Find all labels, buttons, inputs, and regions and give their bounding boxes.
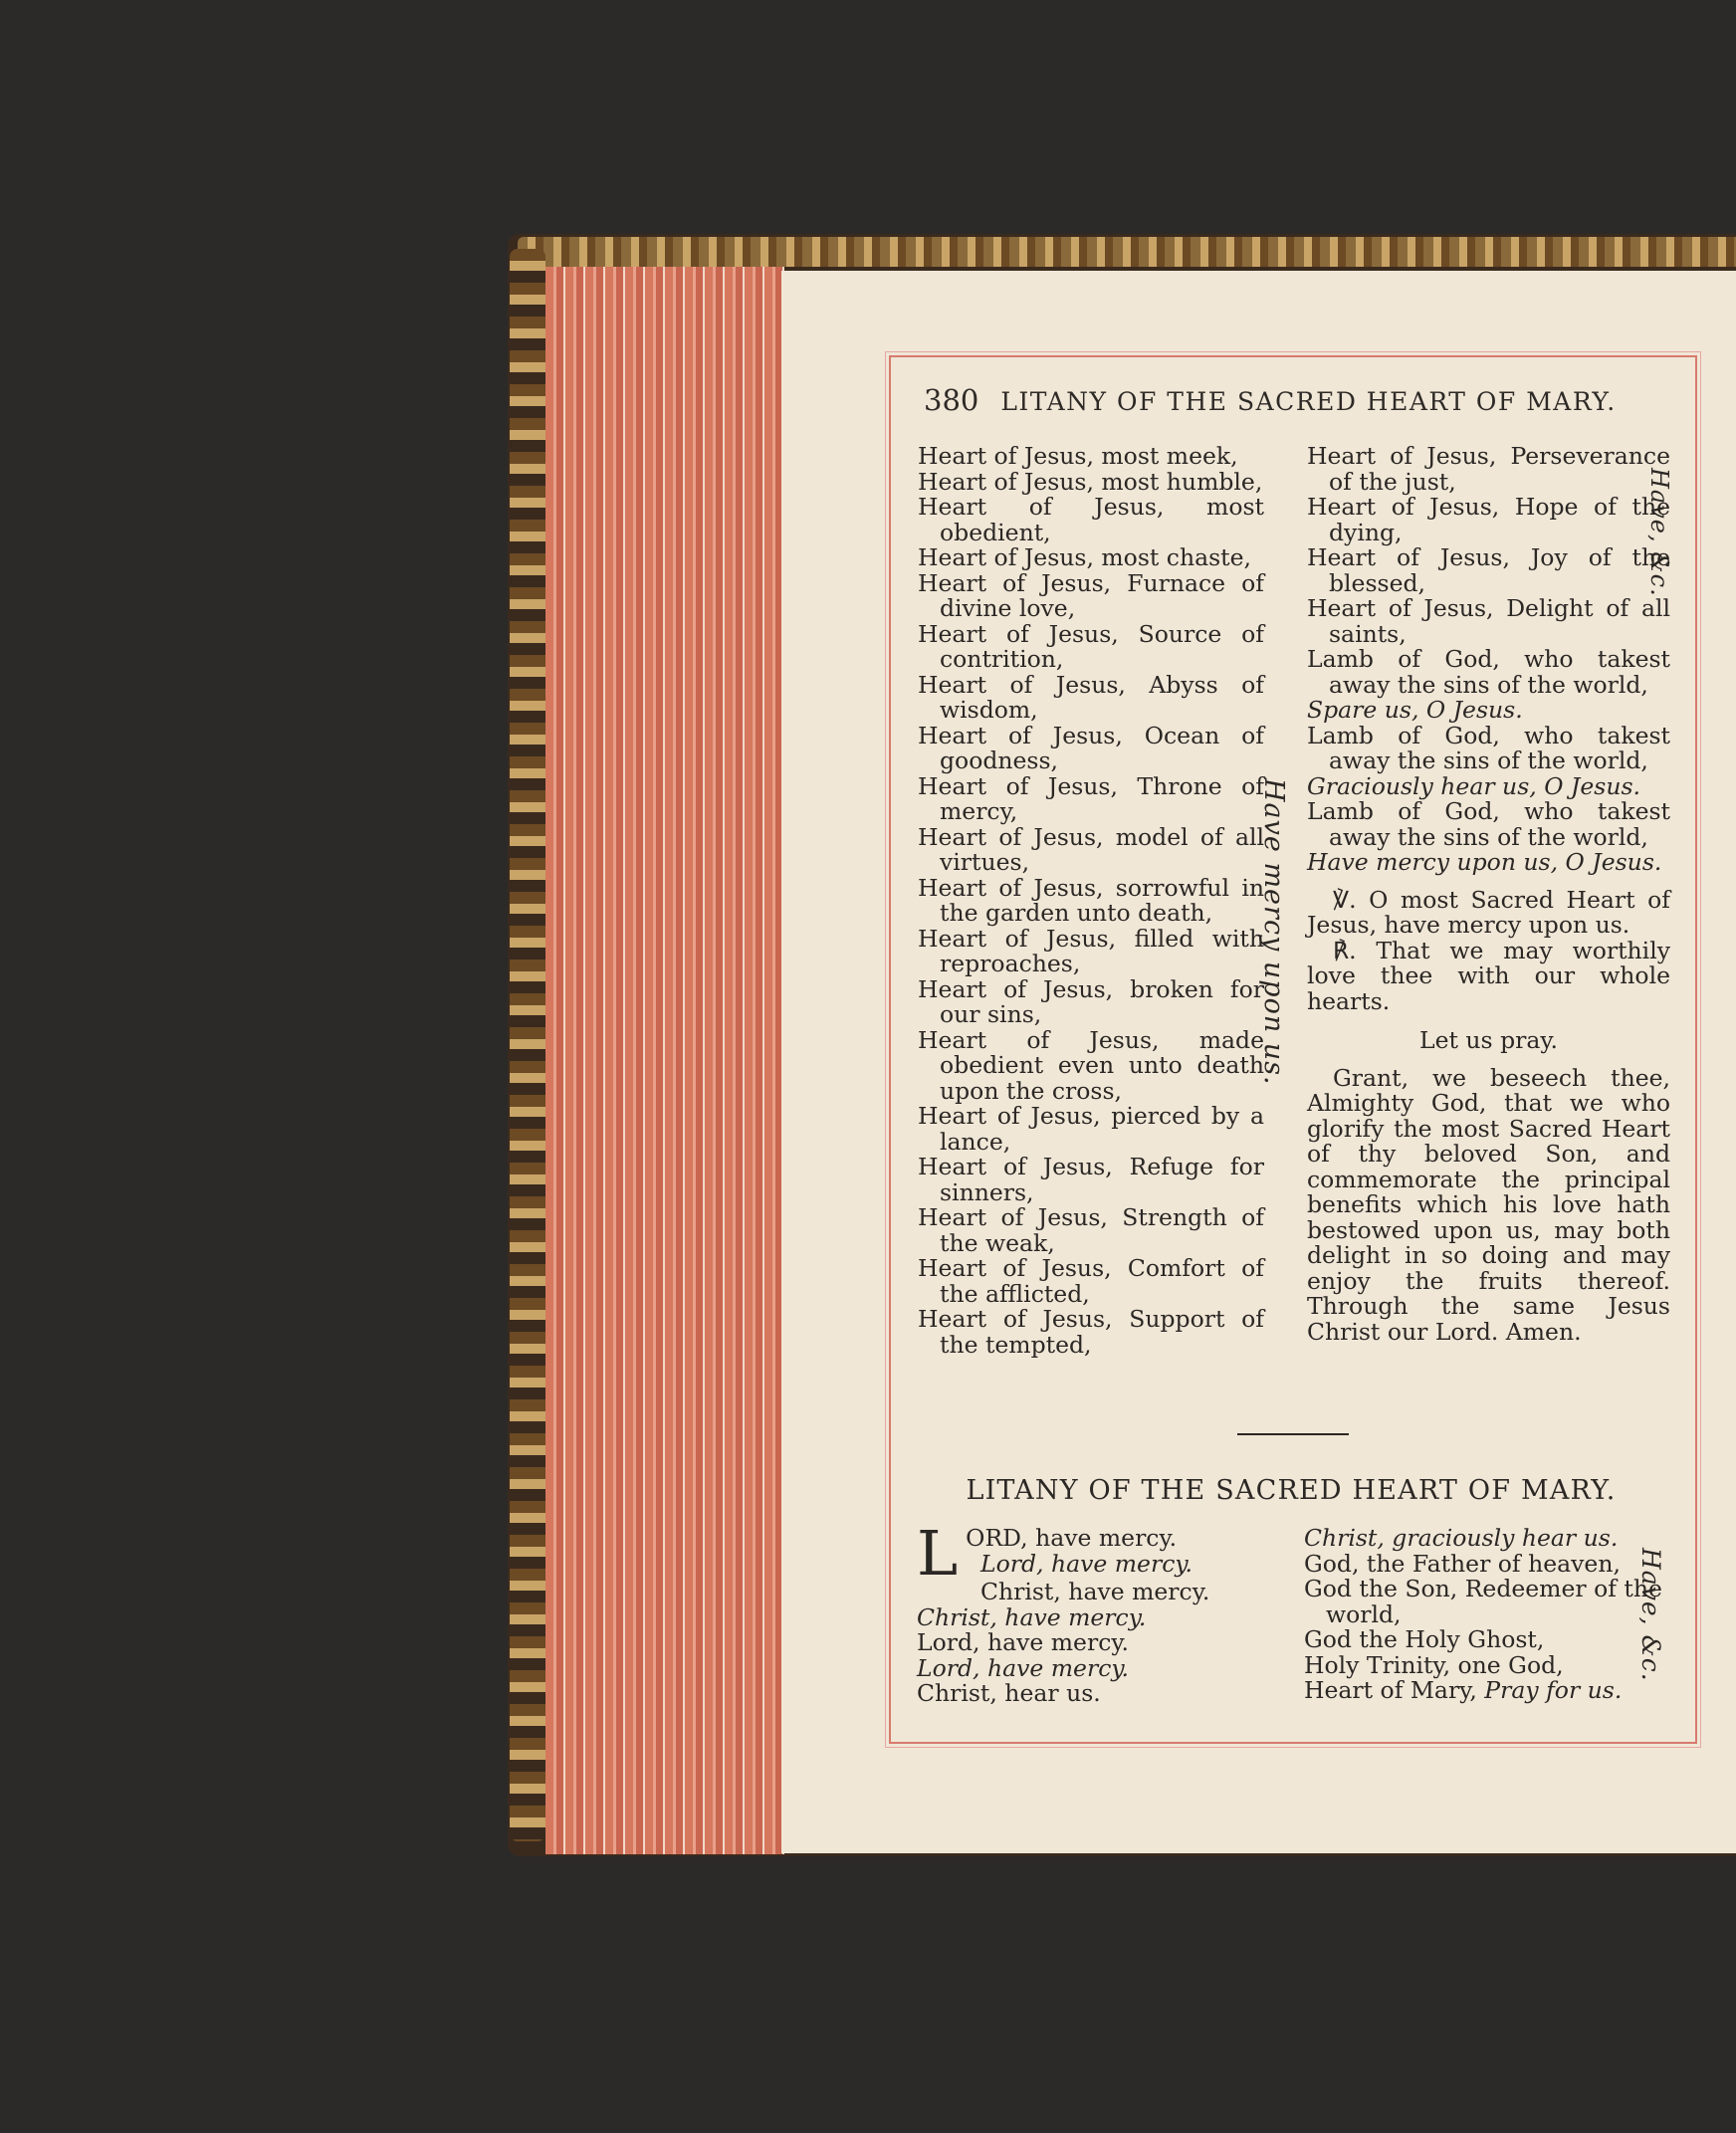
pray-for-us: Pray for us. xyxy=(1484,1676,1623,1704)
running-header xyxy=(924,383,1680,423)
invocation: Heart of Jesus, sorrowful in the garden unto death, xyxy=(918,873,1264,927)
left-margin-response: Have mercy upon us. xyxy=(1258,778,1289,1086)
kyrie-line: L ORD, have mercy. xyxy=(917,1517,1178,1590)
invocation: Holy Trinity, one God, xyxy=(1304,1650,1564,1679)
let-us-pray: Let us pray. xyxy=(1418,1026,1558,1054)
invocation: God the Holy Ghost, xyxy=(1304,1625,1545,1653)
invocation-heart-of-mary: Heart of Mary, Pray for us. xyxy=(1304,1676,1623,1704)
section-divider xyxy=(1237,1433,1349,1435)
lamb-of-god-2: Lamb of God, who takest away the sins of the world, xyxy=(1307,721,1670,774)
invocation: Heart of Jesus, Strength of the weak, xyxy=(918,1203,1264,1257)
invocation: Heart of Jesus, Abyss of wisdom, xyxy=(918,670,1264,724)
invocation: Heart of Jesus, made obedient even unto death upon the cross, xyxy=(918,1025,1264,1105)
invocation: Heart of Jesus, Ocean of goodness, xyxy=(918,721,1264,774)
invocation: Heart of Jesus, model of all virtues, xyxy=(918,822,1264,876)
mary-right-column xyxy=(1304,1526,1662,1704)
invocation: Heart of Jesus, Hope of the dying, xyxy=(1307,493,1670,546)
gilt-spine xyxy=(510,249,545,1841)
invocation: God, the Father of heaven, xyxy=(1304,1549,1621,1578)
right-column xyxy=(1307,444,1670,1345)
invocation: Heart of Jesus, Throne of mercy, xyxy=(918,771,1264,825)
lamb-of-god-1: Lamb of God, who takest away the sins of the world, xyxy=(1307,645,1670,699)
gilt-top-edge xyxy=(518,237,1736,267)
invocation: Heart of Jesus, most meek, xyxy=(918,442,1238,470)
mary-left-column xyxy=(917,1517,1275,1707)
invocation: Heart of Jesus, filled with reproaches, xyxy=(918,924,1264,977)
invocation: Heart of Jesus, most obedient, xyxy=(918,493,1264,546)
right-margin-response: Have, &c. xyxy=(1645,468,1673,597)
invocation: Heart of Jesus, most chaste, xyxy=(918,543,1251,571)
lamb-response-1: Spare us, O Jesus. xyxy=(1307,696,1523,724)
invocation: Heart of Jesus, most humble, xyxy=(918,467,1263,496)
response: ℟. That we may worthily love thee with our whole hearts. xyxy=(1307,936,1670,1015)
left-column xyxy=(918,444,1264,1358)
invocation: God the Son, Redeemer of the world, xyxy=(1304,1575,1662,1628)
christe-response: Christ, have mercy. xyxy=(917,1602,1147,1631)
invocation: Heart of Jesus, broken for our sins, xyxy=(918,974,1264,1028)
lamb-response-2: Graciously hear us, O Jesus. xyxy=(1307,771,1640,800)
running-title: LITANY OF THE SACRED HEART OF MARY. xyxy=(1000,387,1617,416)
invocation: Heart of Jesus, Comfort of the afflicted, xyxy=(918,1254,1264,1308)
lamb-of-god-3: Lamb of God, who takest away the sins of the world, xyxy=(1307,797,1670,851)
drop-cap: L xyxy=(917,1517,959,1590)
page-edges xyxy=(545,267,784,1854)
kyrie-line-2: Lord, have mercy. xyxy=(917,1628,1129,1656)
christe-line: Christ, have mercy. xyxy=(980,1578,1210,1605)
christe-audi: Christ, hear us. xyxy=(917,1679,1101,1707)
kyrie-response-2: Lord, have mercy. xyxy=(917,1653,1129,1682)
closing-prayer: Grant, we beseech thee, Almighty God, that we who glorify the most Sacred Heart of thy beloved Son, and commemorate the principal benefits which his love hath bestowed upon us, may both delight in so doing and may enjoy the fruits thereof. Through the same Jesus Christ our Lord. Amen. xyxy=(1307,1063,1670,1346)
invocation: Heart of Jesus, Delight of all saints, xyxy=(1307,594,1670,648)
page-number: 380 xyxy=(924,383,979,417)
invocation: Heart of Jesus, Perseverance of the just, xyxy=(1307,442,1670,496)
mary-margin-response: Have, &c. xyxy=(1636,1548,1665,1682)
invocation: Heart of Jesus, Furnace of divine love, xyxy=(918,568,1264,622)
section-title: LITANY OF THE SACRED HEART OF MARY. xyxy=(966,1475,1617,1506)
versicle: ℣. O most Sacred Heart of Jesus, have mercy upon us. xyxy=(1307,885,1670,939)
invocation: Heart of Jesus, Joy of the blessed, xyxy=(1307,543,1670,597)
invocation: Heart of Jesus, Support of the tempted, xyxy=(918,1305,1264,1359)
lamb-response-3: Have mercy upon us, O Jesus. xyxy=(1307,848,1662,876)
invocation: Heart of Jesus, Refuge for sinners, xyxy=(918,1153,1264,1206)
christe-exaudi: Christ, graciously hear us. xyxy=(1304,1524,1619,1552)
invocation: Heart of Jesus, Source of contrition, xyxy=(918,619,1264,673)
kyrie-response: Lord, have mercy. xyxy=(980,1549,1193,1578)
invocation: Heart of Jesus, pierced by a lance, xyxy=(918,1102,1264,1156)
